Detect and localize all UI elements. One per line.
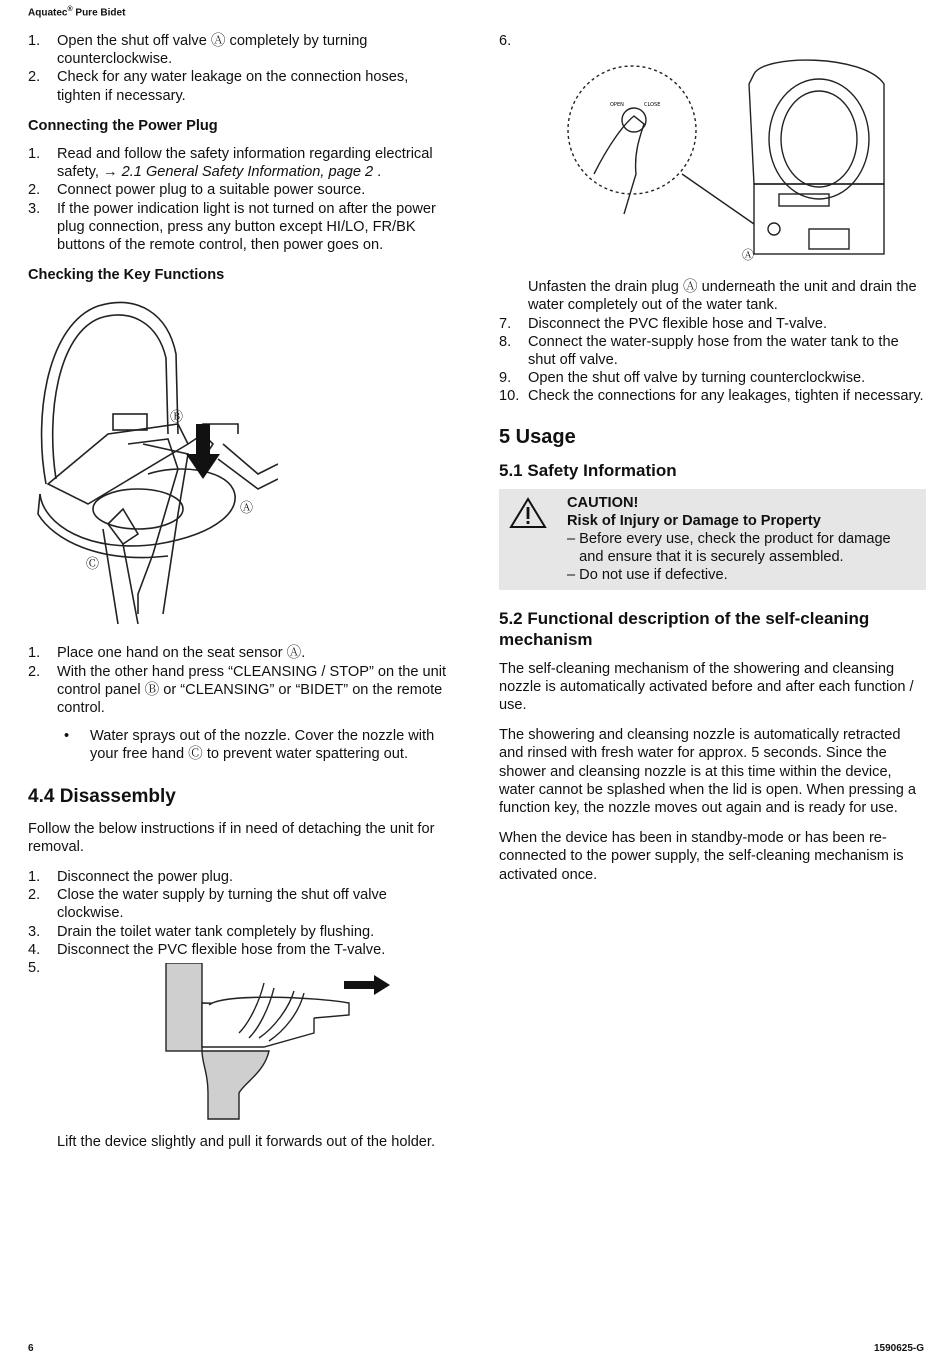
list-item: [499, 369, 926, 387]
step-text: Connect power plug to a suitable power source.: [57, 182, 366, 199]
step6-text: Unfasten the drain plug Ⓐ underneath the unit and drain the water completely out of the water tank.: [528, 279, 917, 314]
safety-heading: 5.1 Safety Information: [499, 460, 677, 480]
step-text: Disconnect the PVC flexible hose from the T-valve.: [57, 941, 386, 958]
step-text: Disconnect the PVC flexible hose and T-valve.: [528, 315, 828, 332]
caution-item: – Do not use if defective.: [567, 567, 728, 584]
brand-name: Aquatec: [28, 7, 68, 19]
step-text: Check the connections for any leakages, tighten if necessary.: [528, 388, 924, 405]
page-header: [28, 4, 125, 19]
open-label: OPEN: [610, 102, 624, 109]
list-item: [499, 333, 926, 369]
warning-icon: [509, 497, 547, 529]
step-text: Disconnect the power plug.: [57, 869, 234, 886]
list-item: [28, 663, 453, 718]
caution-item: and ensure that it is securely assembled.: [567, 549, 844, 566]
cross-reference-link[interactable]: → 2.1 General Safety Information, page 2: [102, 164, 374, 181]
disassembly-steps: [28, 868, 453, 977]
paragraph: When the device has been in standby-mode or has been re-connected to the power supply, the self-cleaning mechanism is activated once.: [499, 830, 904, 883]
list-item: [28, 644, 453, 662]
step-text: Connect the water-supply hose from the water tank to the shut off valve.: [528, 333, 899, 369]
step-number: 4.: [28, 941, 41, 958]
caution-subtitle: Risk of Injury or Damage to Property: [567, 512, 821, 529]
open-valve-steps: [28, 32, 453, 105]
step6-number: 6.: [499, 33, 512, 49]
step-number: 5.: [28, 960, 41, 977]
step-number: 2.: [28, 663, 41, 680]
step-number: 2.: [28, 887, 41, 904]
toilet-removal-illustration: [164, 963, 404, 1123]
figure-label-b: Ⓑ: [170, 410, 184, 426]
list-item: [499, 315, 926, 333]
step5-caption: Lift the device slightly and pull it forwards out of the holder.: [57, 1134, 436, 1151]
step-text: Place one hand on the seat sensor Ⓐ.: [57, 645, 306, 662]
step-number: 10.: [499, 388, 520, 405]
step-text: If the power indication light is not turned on after the power plug connection, press any button except HI/LO, FR/BK buttons of the remote control, then power goes on.: [57, 200, 436, 254]
disassembly-heading: 4.4 Disassembly: [28, 785, 176, 807]
key-function-steps: [28, 644, 453, 717]
key-functions-heading: Checking the Key Functions: [28, 267, 225, 284]
reconnection-steps: [499, 315, 926, 406]
step-text: Read and follow the safety information regarding electrical safety,: [57, 146, 433, 181]
caution-box: [499, 489, 926, 590]
step-number: 1.: [28, 146, 41, 163]
figure-label-c: Ⓒ: [86, 557, 100, 573]
step-number: 7.: [499, 315, 512, 332]
bullet-text: Water sprays out of the nozzle. Cover the nozzle with your free hand Ⓒ to prevent water spattering out.: [90, 728, 435, 763]
power-plug-steps: [28, 145, 453, 254]
step-text: Check for any water leakage on the connection hoses, tighten if necessary.: [57, 69, 409, 104]
step-number: 1.: [28, 645, 41, 662]
step-number: 1.: [28, 33, 41, 49]
list-item: [28, 200, 453, 255]
close-label: CLOSE: [644, 102, 661, 109]
bullet-item: [28, 727, 453, 763]
left-column: [28, 32, 453, 1151]
page-number: 6: [28, 1343, 34, 1354]
list-item: [28, 68, 453, 104]
right-column: [499, 32, 926, 896]
list-item: [28, 941, 453, 959]
list-item: [28, 181, 453, 199]
step-number: 2.: [28, 69, 41, 86]
key-functions-illustration: [28, 294, 278, 624]
step-number: 2.: [28, 182, 41, 199]
paragraph: The showering and cleansing nozzle is automatically retracted and rinsed with fresh water for approx. 5 seconds. Since the shower and cleansing nozzle is at this time within the device, water cannot be splashed when the lid is open. When pressing a function key, the nozzle moves out again and is ready for use.: [499, 727, 916, 817]
step-number: 3.: [28, 923, 41, 940]
step-text: Drain the toilet water tank completely by flushing.: [57, 923, 375, 940]
step-text: Close the water supply by turning the shut off valve clockwise.: [57, 887, 387, 922]
usage-heading: 5 Usage: [499, 425, 576, 448]
list-item: [28, 145, 453, 181]
list-item: [28, 32, 453, 68]
figure-label-a: Ⓐ: [742, 248, 755, 263]
list-item: [28, 923, 453, 941]
registered-mark: ®: [67, 6, 73, 13]
caution-item: – Before every use, check the product for damage: [567, 531, 891, 548]
caution-title: CAUTION!: [567, 494, 639, 511]
step-text-end: .: [373, 164, 382, 181]
drain-plug-illustration: [564, 54, 894, 264]
figure-label-a: Ⓐ: [240, 501, 254, 517]
step-number: 3.: [28, 200, 41, 217]
step-text: Open the shut off valve Ⓐ completely by turning counterclockwise.: [57, 33, 368, 68]
document-number: 1590625-G: [873, 1343, 924, 1354]
step-text: With the other hand press “CLEANSING / STOP” on the unit control panel Ⓑ or “CLEANSING” or “BIDET” on the remote control.: [57, 663, 447, 717]
disassembly-intro: Follow the below instructions if in need of detaching the unit for removal.: [28, 820, 435, 855]
step-number: 9.: [499, 370, 512, 387]
power-plug-heading: Connecting the Power Plug: [28, 117, 218, 134]
list-item: [499, 387, 926, 405]
step-number: 1.: [28, 869, 41, 886]
paragraph: The self-cleaning mechanism of the showering and cleansing nozzle is automatically activated before and after each function / use.: [499, 660, 914, 714]
self-cleaning-heading: 5.2 Functional description of the self-cleaning mechanism: [499, 608, 870, 649]
list-item: [28, 868, 453, 886]
step-text: Open the shut off valve by turning counterclockwise.: [528, 370, 866, 387]
bullet-dot: •: [64, 728, 70, 745]
list-item: [28, 886, 453, 922]
product-name: Pure Bidet: [72, 7, 126, 19]
step-number: 8.: [499, 333, 512, 350]
